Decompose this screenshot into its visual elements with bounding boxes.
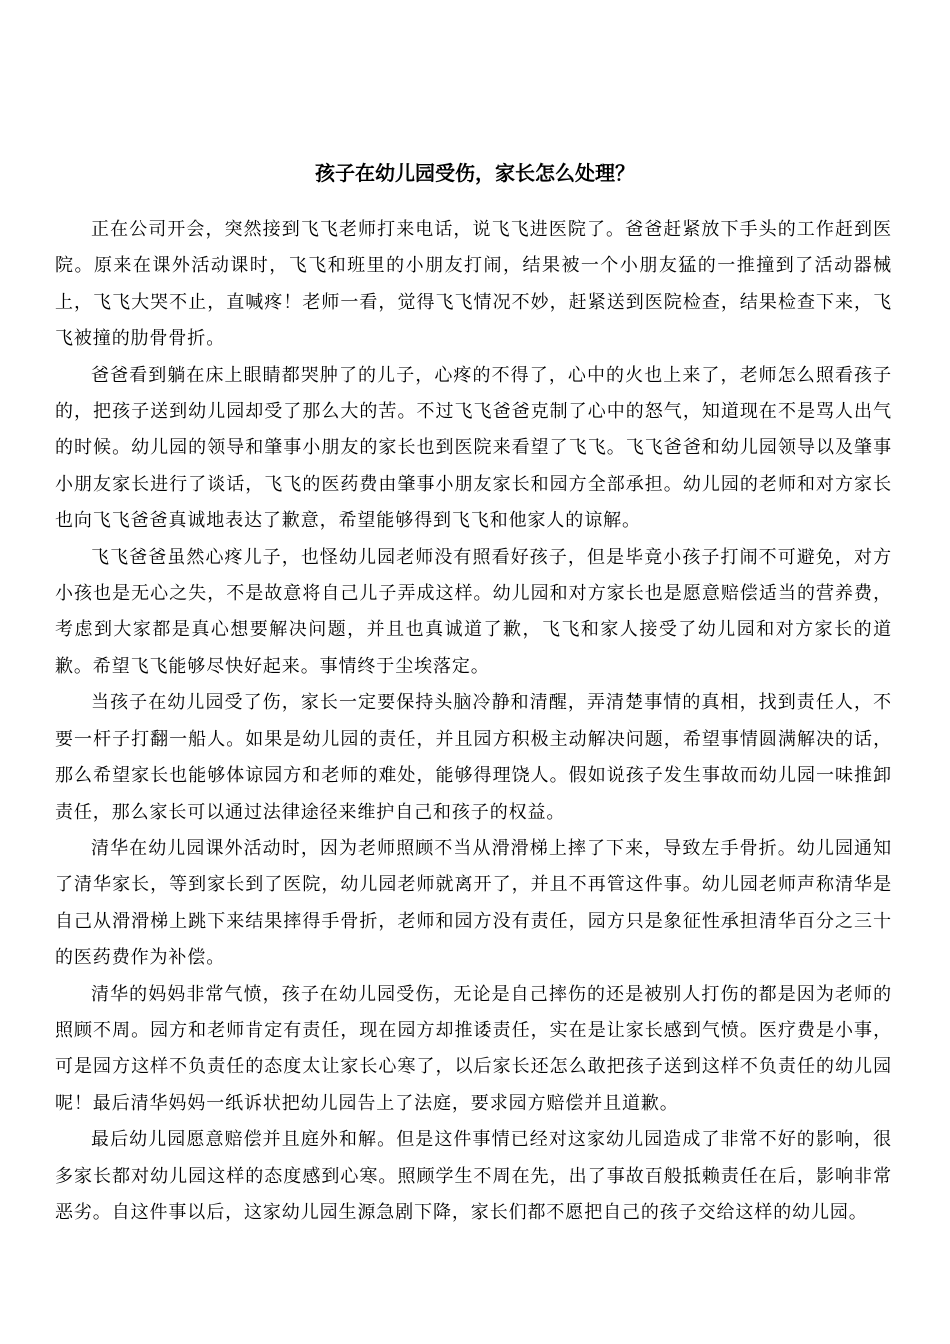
paragraph-7: 最后幼儿园愿意赔偿并且庭外和解。但是这件事情已经对这家幼儿园造成了非常不好的影响，很多家长都对幼儿园这样的态度感到心寒。照顾学生不周在先，出了事故百般抵赖责任在后，影响非常恶劣。自这件事以后，这家幼儿园生源急剧下降，家长们都不愿把自己的孩子交给这样的幼儿园。 xyxy=(55,1129,892,1223)
paragraph-3: 飞飞爸爸虽然心疼儿子，也怪幼儿园老师没有照看好孩子，但是毕竟小孩子打闹不可避免，对方小孩也是无心之失，不是故意将自己儿子弄成这样。幼儿园和对方家长也是愿意赔偿适当的营养费，考虑到大家都是真心想要解决问题，并且也真诚道了歉，飞飞和家人接受了幼儿园和对方家长的道歉。希望飞飞能够尽快好起来。事情终于尘埃落定。 xyxy=(55,546,892,677)
paragraph-4: 当孩子在幼儿园受了伤，家长一定要保持头脑冷静和清醒，弄清楚事情的真相，找到责任人，不要一杆子打翻一船人。如果是幼儿园的责任，并且园方积极主动解决问题，希望事情圆满解决的话，那么希望家长也能够体谅园方和老师的难处，能够得理饶人。假如说孩子发生事故而幼儿园一味推卸责任，那么家长可以通过法律途径来维护自己和孩子的权益。 xyxy=(55,692,892,823)
paragraph-2: 爸爸看到躺在床上眼睛都哭肿了的儿子，心疼的不得了，心中的火也上来了，老师怎么照看孩子的，把孩子送到幼儿园却受了那么大的苦。不过飞飞爸爸克制了心中的怒气，知道现在不是骂人出气的时候。幼儿园的领导和肇事小朋友的家长也到医院来看望了飞飞。飞飞爸爸和幼儿园领导以及肇事小朋友家长进行了谈话，飞飞的医药费由肇事小朋友家长和园方全部承担。幼儿园的老师和对方家长也向飞飞爸爸真诚地表达了歉意，希望能够得到飞飞和他家人的谅解。 xyxy=(55,364,892,532)
document-title: 孩子在幼儿园受伤，家长怎么处理？ xyxy=(315,161,635,185)
document-body xyxy=(55,212,892,1231)
paragraph-6: 清华的妈妈非常气愤，孩子在幼儿园受伤，无论是自己摔伤的还是被别人打伤的都是因为老师的照顾不周。园方和老师肯定有责任，现在园方却推诿责任，实在是让家长感到气愤。医疗费是小事，可是园方这样不负责任的态度太让家长心寒了，以后家长还怎么敢把孩子送到这样不负责任的幼儿园呢！最后清华妈妈一纸诉状把幼儿园告上了法庭，要求园方赔偿并且道歉。 xyxy=(55,983,892,1114)
paragraph-1: 正在公司开会，突然接到飞飞老师打来电话，说飞飞进医院了。爸爸赶紧放下手头的工作赶到医院。原来在课外活动课时，飞飞和班里的小朋友打闹，结果被一个小朋友猛的一推撞到了活动器械上，飞飞大哭不止，直喊疼！老师一看，觉得飞飞情况不妙，赶紧送到医院检查，结果检查下来，飞飞被撞的肋骨骨折。 xyxy=(55,219,892,350)
paragraph-5: 清华在幼儿园课外活动时，因为老师照顾不当从滑滑梯上摔了下来，导致左手骨折。幼儿园通知了清华家长，等到家长到了医院，幼儿园老师就离开了，并且不再管这件事。幼儿园老师声称清华是自己从滑滑梯上跳下来结果摔得手骨折，老师和园方没有责任，园方只是象征性承担清华百分之三十的医药费作为补偿。 xyxy=(55,837,892,969)
